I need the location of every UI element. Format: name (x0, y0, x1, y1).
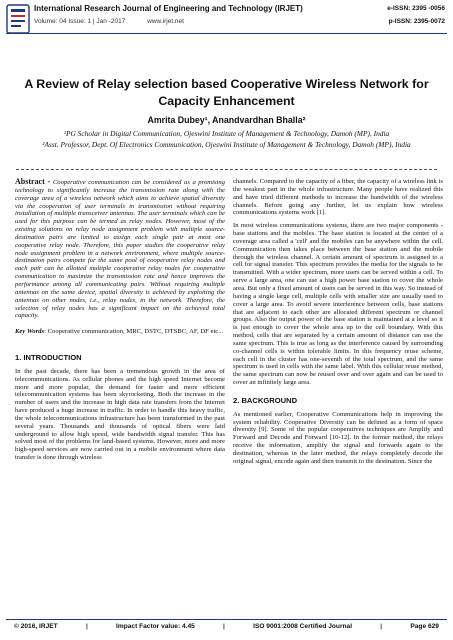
header-rule (6, 33, 447, 34)
footer-copyright: © 2016, IRJET (14, 623, 58, 630)
section-heading-introduction: 1. INTRODUCTION (15, 353, 82, 363)
p-issn: p-ISSN: 2395-0072 (388, 18, 445, 25)
affiliation-1: ¹PG Scholar in Digital Communication, Ojeswini Institute of Management & Technology, Damoh (MP), India (63, 129, 390, 138)
title-divider (16, 169, 437, 170)
footer-separator: | (223, 623, 225, 630)
paper-title: A Review of Relay selection based Cooperative Wireless Network for Capacity Enhancement (24, 77, 429, 108)
footer-impact-factor: Impact Factor value: 4.45 (116, 623, 195, 630)
journal-header (0, 0, 453, 42)
section-heading-background: 2. BACKGROUND (233, 395, 298, 405)
keywords (15, 328, 225, 336)
intro-paragraph: In the past decade, there has been a tremendous growth in the area of telecommunications. As cellular phones and the high speed Internet become more and more popular, the demand for faster and more efficient telecommunication systems has been skyrocketing. Both the increase in the number of users and the increase in high data rate transfers from the Internet have produced a huge increase in traffic. In order to handle this heavy traffic, the whole telecommunications infrastructure has been transformed in the past several years. Thousands and thousands of optical fibers were laid underground to allow high speed, wide bandwidth signal transfer. This has solved most of the problems for land-based systems. However, more and more high-speed services are now carried out in a mobile environment where data transfer is done through wireless (15, 367, 225, 462)
page-footer (6, 619, 447, 633)
footer-iso: ISO 9001:2008 Certified Journal (253, 623, 353, 630)
journal-name: International Research Journal of Engineering and Technology (IRJET) (34, 4, 303, 13)
paper-authors: Amrita Dubey¹, Anandvardhan Bhalla² (147, 115, 306, 125)
right-column (233, 178, 443, 471)
right-paragraph-2: In most wireless communications systems, there are two major components - base stations and the mobiles. The base station is located at the center of a coverage area called a 'cell' and the mobiles can be anywhere within the cell. Communication then takes place between the base station and the mobile through the wireless channel. A certain amount of spectrum is assigned to a cell for signal transfer. This spectrum provides the media for the signals to be transmitted. With a wider spectrum, more users can be served within a cell. To serve a large area, one can use a high power base station to cover the whole area. But only a fixed amount of users can be served in this way. So instead of having a single large cell, multiple cells with smaller size are usually used to cover a large area. To avoid severe interference between cells, base stations that are adjacent to each other are allocated different spectrum or channel groups. Also the output power of the base station is maintained at a level so it is just enough to cover the whole area up to the cell boundary. With this method, cells that are separated by a certain amount of distance can use the same spectrum. This is true as long as the interference caused by surrounding co-channel cells is within tolerable limits. In this frequency reuse scheme, each cell in the cluster has one-seventh of the total spectrum, and the same spectrum is used in cells with the same label. With this cellular reuse method, the same spectrum can now be reused over and over again and can be used to cover an infinitely large area. (233, 222, 443, 387)
footer-separator: | (380, 623, 383, 630)
journal-issue-line (34, 18, 204, 25)
abstract-body: Cooperative communication can be considered as a promising technology to significantly increase the transmission rate along with the coverage area of a wireless network which aims to achieve spatial diversity via the cooperation of user terminals in transmission without requiring installation of multiple transceiver antennas. The user terminals which can be used for this purpose can be termed as relay nodes. However, most of the existing solutions on relay node assignment problem with multiple source-destination pairs are limited to assign each single pair at most one cooperative relay node. Therefore, this paper studies the cooperative relay node assignment problem in a network environment, where multiple source-destination pairs compete for the same pool of cooperative relay nodes and each pair can be allotted multiple cooperative relay nodes for cooperative communication to maximize the transmission rate and hence improves the performance among all communicating pairs. Without requiring multiple antennas on the same device, spatial diversity is achieved by exploiting the antennas on other nodes, i.e., relay nodes, in the network. Therefore, the selection of relay nodes has a significant impact on the achieved total capacity. (15, 179, 225, 320)
journal-url[interactable]: www.irjet.net (147, 18, 184, 25)
footer-page-number: Page 629 (410, 623, 439, 630)
abstract (15, 178, 225, 320)
affiliation-2: ²Asst. Professor, Dept. Of Electronics Communication, Ojeswini Institute of Management & Technology, Damoh (MP), India (42, 140, 411, 149)
journal-volume: Volume: 04 Issue: 1 | Jan -2017 (34, 18, 126, 25)
keywords-heading: Key Words (15, 328, 45, 336)
e-issn: e-ISSN: 2395 -0056 (387, 5, 445, 12)
footer-separator: | (85, 623, 88, 630)
background-paragraph: As mentioned earlier, Cooperative Communications help in improving the system reliability. Cooperative Diversity can be defined as a form of space diversity [9]. Some of the popular cooperatives techniques are Amplify and Forward and Decode and Forward [10-12]. In the former method, the relays receive the information, amplify the signal and forwards again to the destination, whereas in the later method, the relays completely decode the original signal, encode again and then transmit to the destination. Since the (233, 410, 443, 465)
keywords-body: : Cooperative communication, MRC, DSTC, DTSBC, AF, DF etc... (44, 328, 224, 336)
abstract-heading: Abstract - (15, 177, 51, 186)
left-column (15, 178, 225, 467)
right-paragraph-1: channels. Compared to the capacity of a fiber, the capacity of a wireless link is the weakest part in the whole infrastructure. Many people have realized this and have tried different methods to increase the bandwidth of the wireless channels. Before going any further, let us explain how wireless communications systems work [1]. (233, 178, 443, 217)
irjet-logo (6, 4, 30, 34)
